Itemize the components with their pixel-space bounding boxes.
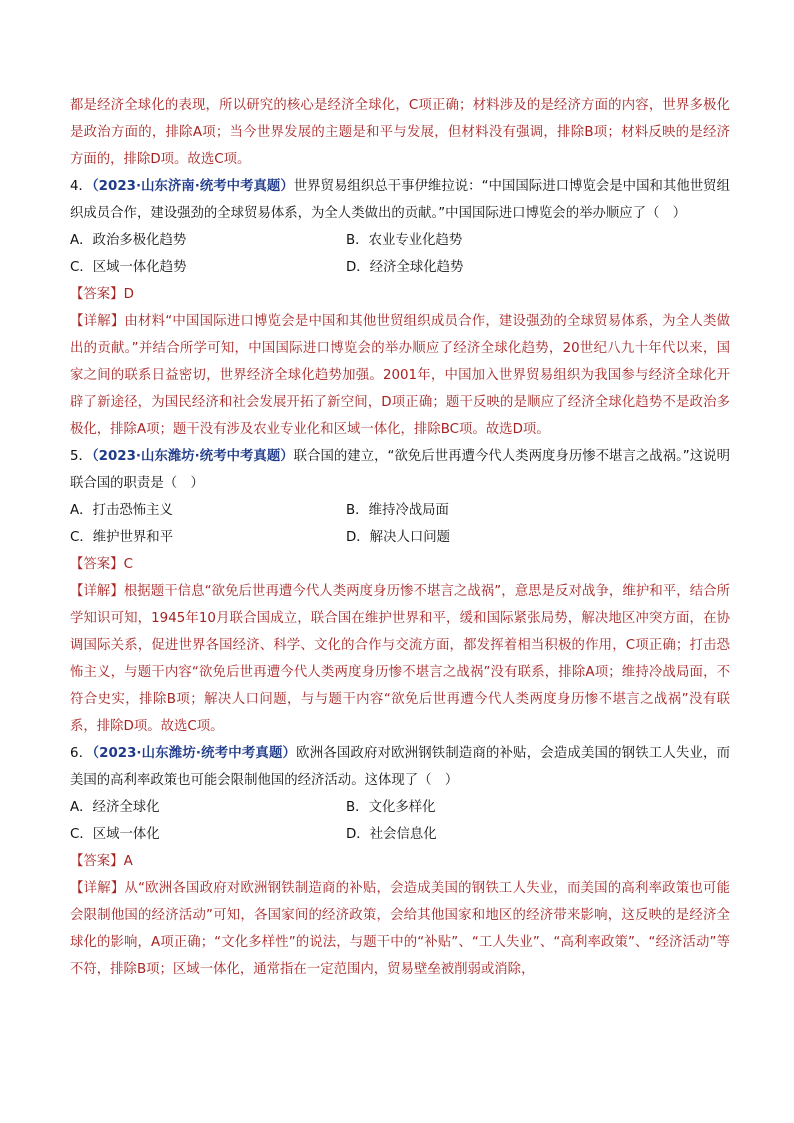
answer-value: A (123, 854, 133, 869)
answer-label: 【答案】 (70, 854, 124, 869)
option-a: A．政治多极化趋势 (70, 233, 187, 248)
answer-line (70, 551, 730, 578)
option-c: C．区域一体化趋势 (70, 260, 187, 275)
detail-paragraph (70, 578, 730, 740)
question-source: （2023·山东济南·统考中考真题） (91, 179, 294, 194)
detail-paragraph (70, 875, 730, 983)
option-d: D．经济全球化趋势 (346, 260, 464, 275)
question-text: 欧洲各国政府对欧洲钢铁制造商的补贴，会造成美国的钢铁工人失业，而美国的高利率政策也可能会限制他国的经济活动。这体现了（ ） (70, 746, 730, 788)
detail-text: 根据题干信息“欲免后世再遭今代人类两度身历惨不堪言之战祸”，意思是反对战争，维护和平，结合所学知识可知，1945年10月联合国成立，联合国在维护世界和平，缓和国际紧张局势，解决地区冲突方面，在协调国际关系，促进世界各国经济、科学、文化的合作与交流方面，都发挥着相当积极的作用，C项正确；打击恐怖主义，与题干内容“欲免后世再遭今代人类两度身历惨不堪言之战祸”没有联系，排除A项；维持冷战局面，不符合史实，排除B项；解决人口问题，与与题干内容“欲免后世再遭今代人类两度身历惨不堪言之战祸”没有联系，排除D项。故选C项。 (70, 584, 731, 734)
answer-label: 【答案】 (70, 557, 124, 572)
answer-label: 【答案】 (70, 287, 124, 302)
question-4 (70, 173, 730, 443)
detail-label: 【详解】 (70, 881, 125, 896)
detail-text: 由材料“中国国际进口博览会是中国和其他世贸组织成员合作，建设强劲的全球贸易体系，为全人类做出的贡献。”并结合所学可知，中国国际进口博览会的举办顺应了经济全球化趋势，20世纪八九十年代以来，国家之间的联系日益密切，世界经济全球化趋势加强。2001年，中国加入世界贸易组织为我国参与经济全球化开辟了新途径，为国民经济和社会发展开拓了新空间，D项正确；题干反映的是顺应了经济全球化趋势不是政治多极化，排除A项；题干没有涉及农业专业化和区域一体化，排除BC项。故选D项。 (70, 314, 730, 437)
option-d: D．社会信息化 (346, 827, 437, 842)
option-c: C．区域一体化 (70, 827, 160, 842)
question-stem (70, 443, 730, 497)
question-5 (70, 443, 730, 740)
detail-paragraph (70, 308, 730, 443)
detail-text: 从“欧洲各国政府对欧洲钢铁制造商的补贴，会造成美国的钢铁工人失业，而美国的高利率政策也可能会限制他国的经济活动”可知，各国家间的经济政策，会给其他国家和地区的经济带来影响，这反映的是经济全球化的影响，A项正确；“文化多样性”的说法，与题干中的“补贴”、“工人失业”、“高利率政策”、“经济活动”等不符，排除B项；区域一体化，通常指在一定范围内，贸易壁垒被削弱或消除， (70, 881, 730, 977)
question-number: 4． (70, 179, 92, 194)
option-a: A．经济全球化 (70, 800, 160, 815)
previous-question-detail: 都是经济全球化的表现，所以研究的核心是经济全球化，C项正确；材料涉及的是经济方面的内容，世界多极化是政治方面的，排除A项；当今世界发展的主题是和平与发展，但材料没有强调，排除B项；材料反映的是经济方面的，排除D项。故选C项。 (70, 98, 730, 167)
option-b: B．维持冷战局面 (346, 503, 449, 518)
question-number: 5． (70, 449, 92, 464)
option-b: B．农业专业化趋势 (346, 233, 463, 248)
question-6 (70, 740, 730, 983)
detail-label: 【详解】 (70, 584, 124, 599)
question-text: 世界贸易组织总干事伊维拉说：“中国国际进口博览会是中国和其他世贸组织成员合作，建设强劲的全球贸易体系，为全人类做出的贡献。”中国国际进口博览会的举办顺应了（ ） (70, 179, 730, 221)
answer-value: C (123, 557, 133, 572)
answer-line (70, 281, 730, 308)
options-grid (70, 497, 730, 551)
detail-label: 【详解】 (70, 314, 125, 329)
answer-value: D (123, 287, 134, 302)
answer-line (70, 848, 730, 875)
option-a: A．打击恐怖主义 (70, 503, 173, 518)
option-b: B．文化多样化 (346, 800, 436, 815)
question-source: （2023·山东潍坊·统考中考真题） (92, 746, 297, 761)
question-number: 6． (70, 746, 93, 761)
question-source: （2023·山东潍坊·统考中考真题） (91, 449, 294, 464)
question-stem (70, 173, 730, 227)
page-content (70, 92, 730, 983)
options-grid (70, 794, 730, 848)
option-d: D．解决人口问题 (346, 530, 451, 545)
question-text: 联合国的建立，“欲免后世再遭今代人类两度身历惨不堪言之战祸。”这说明联合国的职责是（ ） (70, 449, 730, 491)
question-stem (70, 740, 730, 794)
options-grid (70, 227, 730, 281)
option-c: C．维护世界和平 (70, 530, 174, 545)
